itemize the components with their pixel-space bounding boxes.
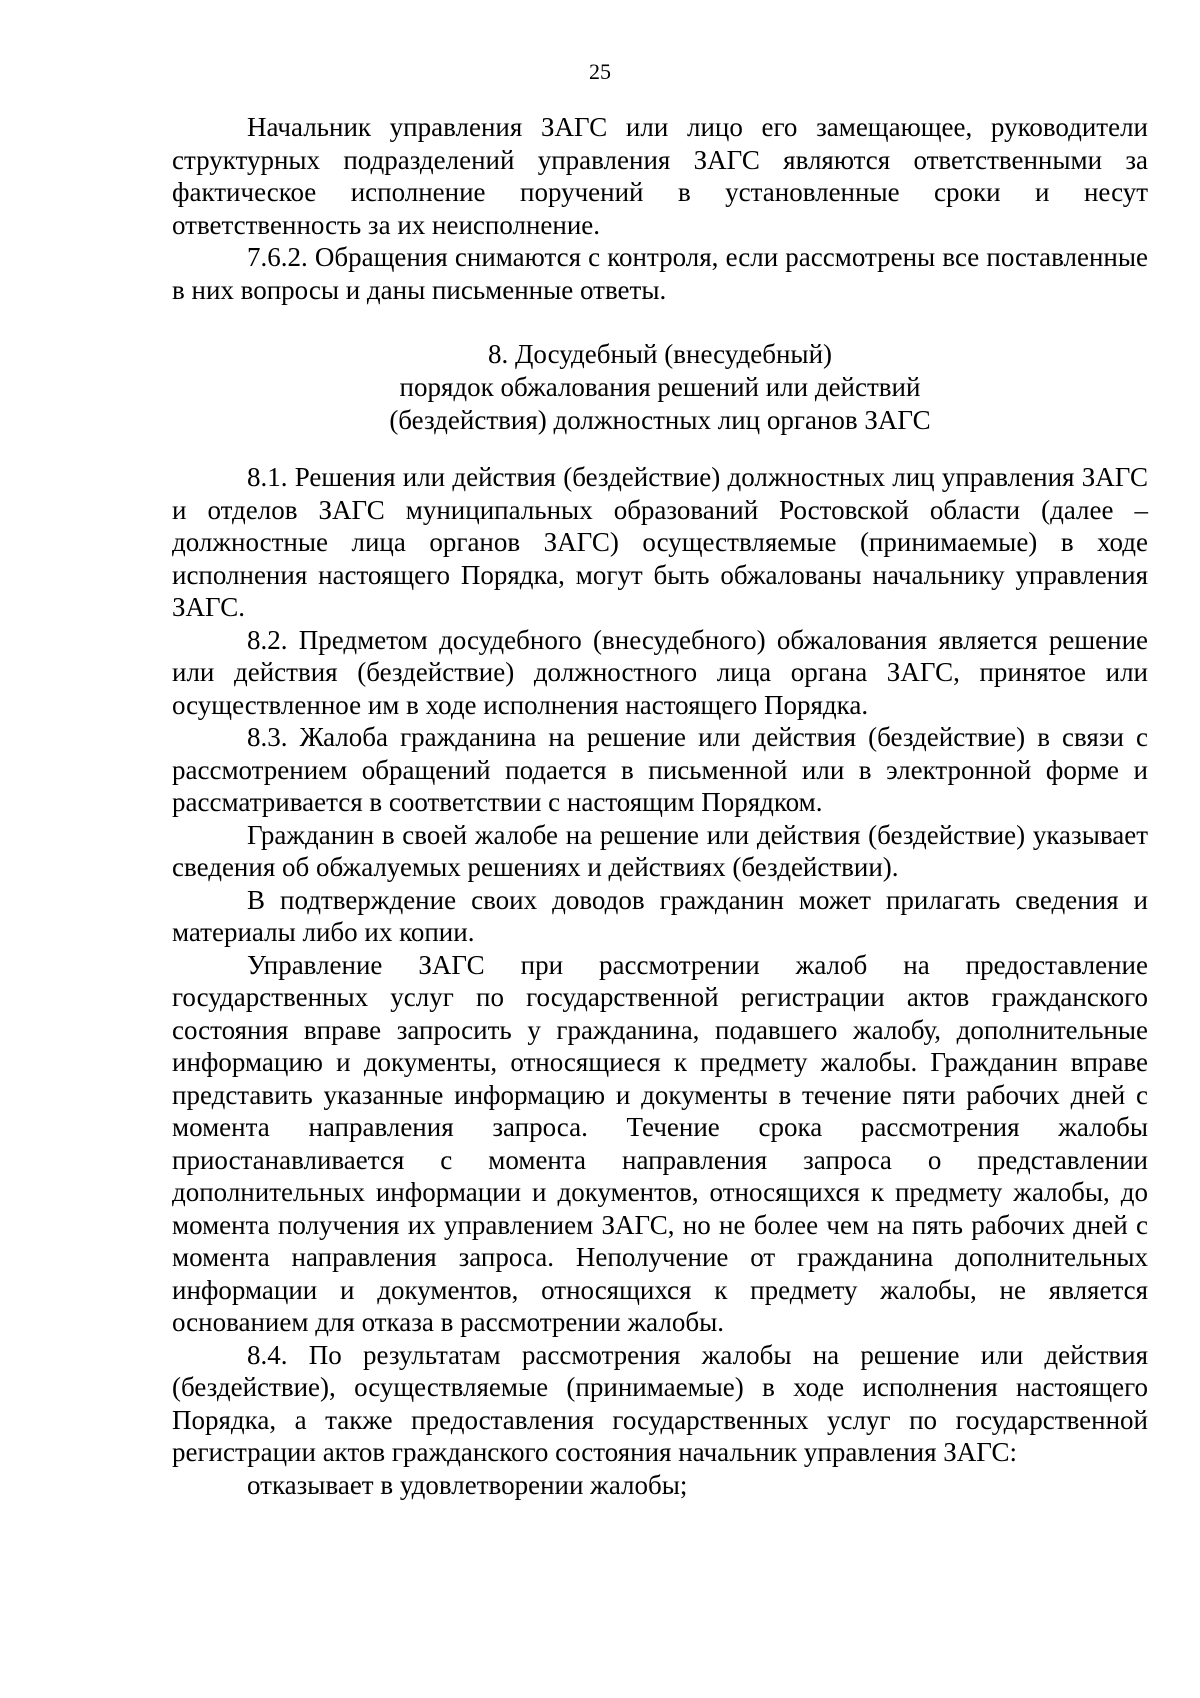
section-8-heading (172, 338, 1148, 437)
paragraph-7-6-2: 7.6.2. Обращения снимаются с контроля, если рассмотрены все поставленные в них вопросы и даны письменные ответы. (172, 242, 1148, 305)
paragraph-responsibility: Начальник управления ЗАГС или лицо его замещающее, руководители структурных подразделений управления ЗАГС являются ответственными за фактическое исполнение поручений в установленные сроки и несут ответственность за их неисполнение. (172, 112, 1148, 240)
paragraph-8-1: 8.1. Решения или действия (бездействие) должностных лиц управления ЗАГС и отделов ЗАГС муниципальных образований Ростовской области (далее – должностные лица органов ЗАГС) осуществляемые (принимаемые) в ходе исполнения настоящего Порядка, могут быть обжалованы начальнику управления ЗАГС. (172, 462, 1148, 622)
heading-line: 8. Досудебный (внесудебный) (487, 339, 833, 369)
paragraph-8-3: 8.3. Жалоба гражданина на решение или действия (бездействие) в связи с рассмотрением обращений подается в письменной или в электронной форме и рассматривается в соответствии с настоящим Порядком. (172, 722, 1148, 817)
paragraph-8-4: 8.4. По результатам рассмотрения жалобы на решение или действия (бездействие), осуществляемые (принимаемые) в ходе исполнения настоящего Порядка, а также предоставления государственных услуг по государственной регистрации актов гражданского состояния начальник управления ЗАГС: (172, 1339, 1148, 1467)
page-number: 25 (589, 59, 611, 84)
paragraph-additional-request: Управление ЗАГС при рассмотрении жалоб на предоставление государственных услуг по государственной регистрации актов гражданского состояния вправе запросить у гражданина, подавшего жалобу, дополнительные информацию и документы, относящиеся к предмету жалобы. Гражданин вправе представить указанные информацию и документы в течение пяти рабочих дней с момента направления запроса. Течение срока рассмотрения жалобы приостанавливается с момента направления запроса о представлении дополнительных информации и документов, относящихся к предмету жалобы, до момента получения их управлением ЗАГС, но не более чем на пять рабочих дней с момента направления запроса. Неполучение от гражданина дополнительных информации и документов, относящихся к предмету жалобы, не является основанием для отказа в рассмотрении жалобы. (172, 949, 1148, 1337)
paragraph-8-2: 8.2. Предметом досудебного (внесудебного) обжалования является решение или действия (бездействие) должностного лица органа ЗАГС, принятое или осуществленное им в ходе исполнения настоящего Порядка. (172, 624, 1148, 720)
heading-line: (бездействия) должностных лиц органов ЗАГС (389, 405, 931, 435)
paragraph-complaint-content: Гражданин в своей жалобе на решение или действия (бездействие) указывает сведения об обжалуемых решениях и действиях (бездействии). (172, 819, 1148, 882)
section-7-text (172, 111, 1148, 306)
paragraph-supporting-materials: В подтверждение своих доводов гражданин может прилагать сведения и материалы либо их копии. (172, 884, 1148, 947)
heading-line: порядок обжалования решений или действий (399, 372, 921, 402)
section-8-text (172, 461, 1148, 1501)
paragraph-refusal: отказывает в удовлетворении жалобы; (247, 1469, 688, 1500)
